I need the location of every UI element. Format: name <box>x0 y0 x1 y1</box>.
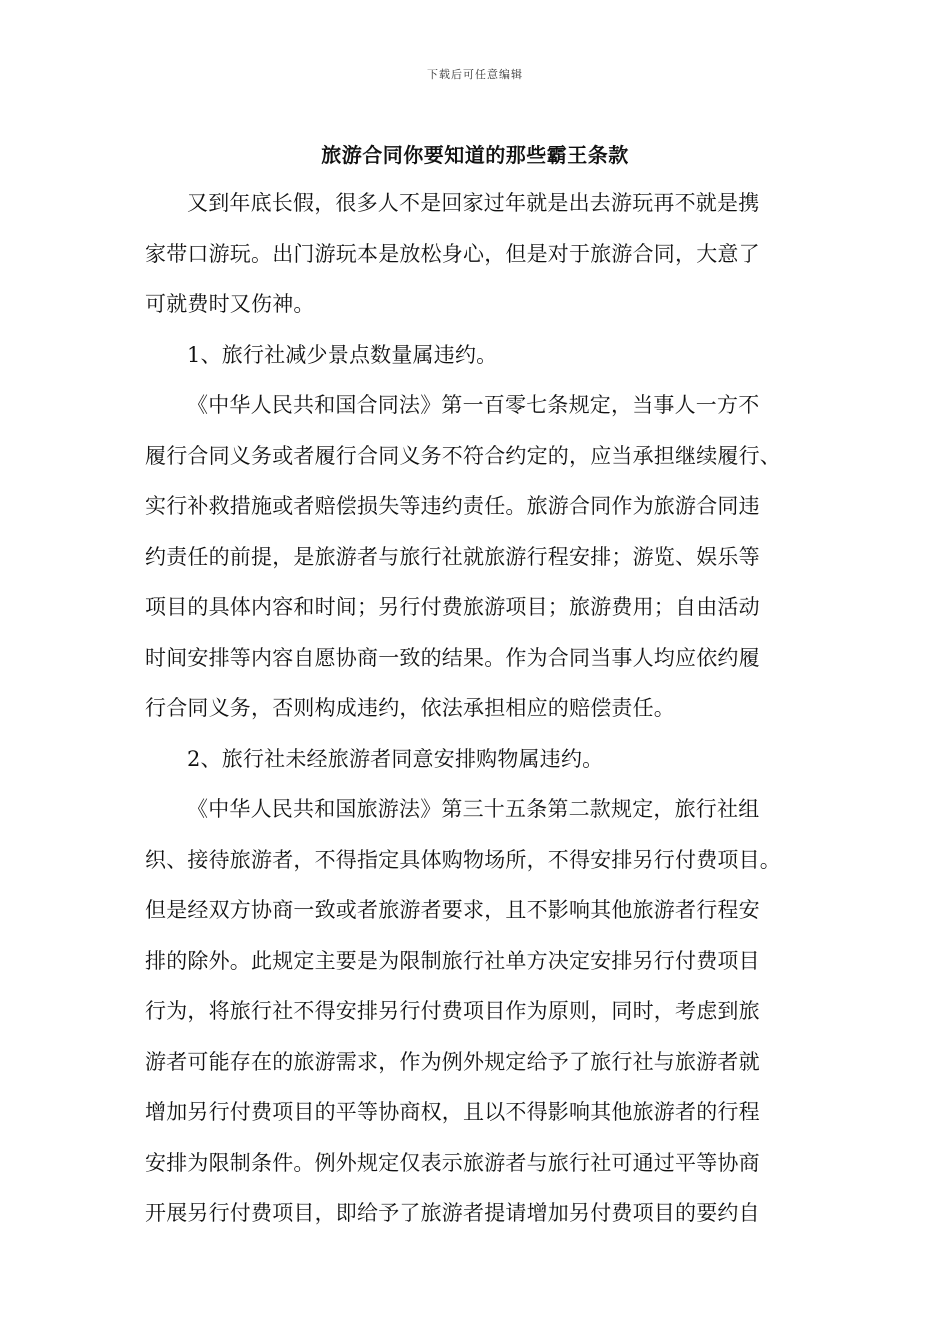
paragraph-line: 家带口游玩。出门游玩本是放松身心，但是对于旅游合同，大意了 <box>145 241 760 266</box>
paragraph-line: 《中华人民共和国旅游法》第三十五条第二款规定，旅行社组 <box>187 797 760 821</box>
document-body <box>145 178 810 1239</box>
paragraph-line: 又到年底长假，很多人不是回家过年就是出去游玩再不就是携 <box>187 191 760 215</box>
paragraph-line: 排的除外。此规定主要是为限制旅行社单方决定安排另行付费项目 <box>145 948 760 973</box>
paragraph-line: 《中华人民共和国合同法》第一百零七条规定，当事人一方不 <box>187 393 760 417</box>
paragraph-line: 可就费时又伤神。 <box>145 292 315 316</box>
paragraph-line: 织、接待旅游者，不得指定具体购物场所，不得安排另行付费项目。 <box>145 847 781 872</box>
paragraph-line: 实行补救措施或者赔偿损失等违约责任。旅游合同作为旅游合同违 <box>145 494 760 518</box>
paragraph-line: 安排为限制条件。例外规定仅表示旅游者与旅行社可通过平等协商 <box>145 1150 760 1175</box>
paragraph-line: 行为，将旅行社不得安排另行付费项目作为原则，同时，考虑到旅 <box>145 999 760 1023</box>
section-heading: 1、旅行社减少景点数量属违约。 <box>187 342 498 367</box>
paragraph-line: 时间安排等内容自愿协商一致的结果。作为合同当事人均应依约履 <box>145 645 760 670</box>
paragraph-line: 增加另行付费项目的平等协商权，且以不得影响其他旅游者的行程 <box>145 1100 760 1124</box>
paragraph-line: 项目的具体内容和时间；另行付费旅游项目；旅游费用；自由活动 <box>145 595 760 619</box>
paragraph-line: 约责任的前提，是旅游者与旅行社就旅游行程安排；游览、娱乐等 <box>145 544 760 569</box>
section-heading: 2、旅行社未经旅游者同意安排购物属违约。 <box>187 746 604 771</box>
paragraph-line: 但是经双方协商一致或者旅游者要求，且不影响其他旅游者行程安 <box>145 898 760 922</box>
paragraph-line: 开展另行付费项目，即给予了旅游者提请增加另付费项目的要约自 <box>145 1201 760 1225</box>
document-title: 旅游合同你要知道的那些霸王条款 <box>321 143 629 167</box>
header-note: 下载后可任意编辑 <box>427 68 523 81</box>
paragraph-line: 游者可能存在的旅游需求，作为例外规定给予了旅行社与旅游者就 <box>145 1049 760 1074</box>
paragraph-line: 行合同义务，否则构成违约，依法承担相应的赔偿责任。 <box>145 696 675 720</box>
paragraph-line: 履行合同义务或者履行合同义务不符合约定的，应当承担继续履行、 <box>145 443 781 468</box>
